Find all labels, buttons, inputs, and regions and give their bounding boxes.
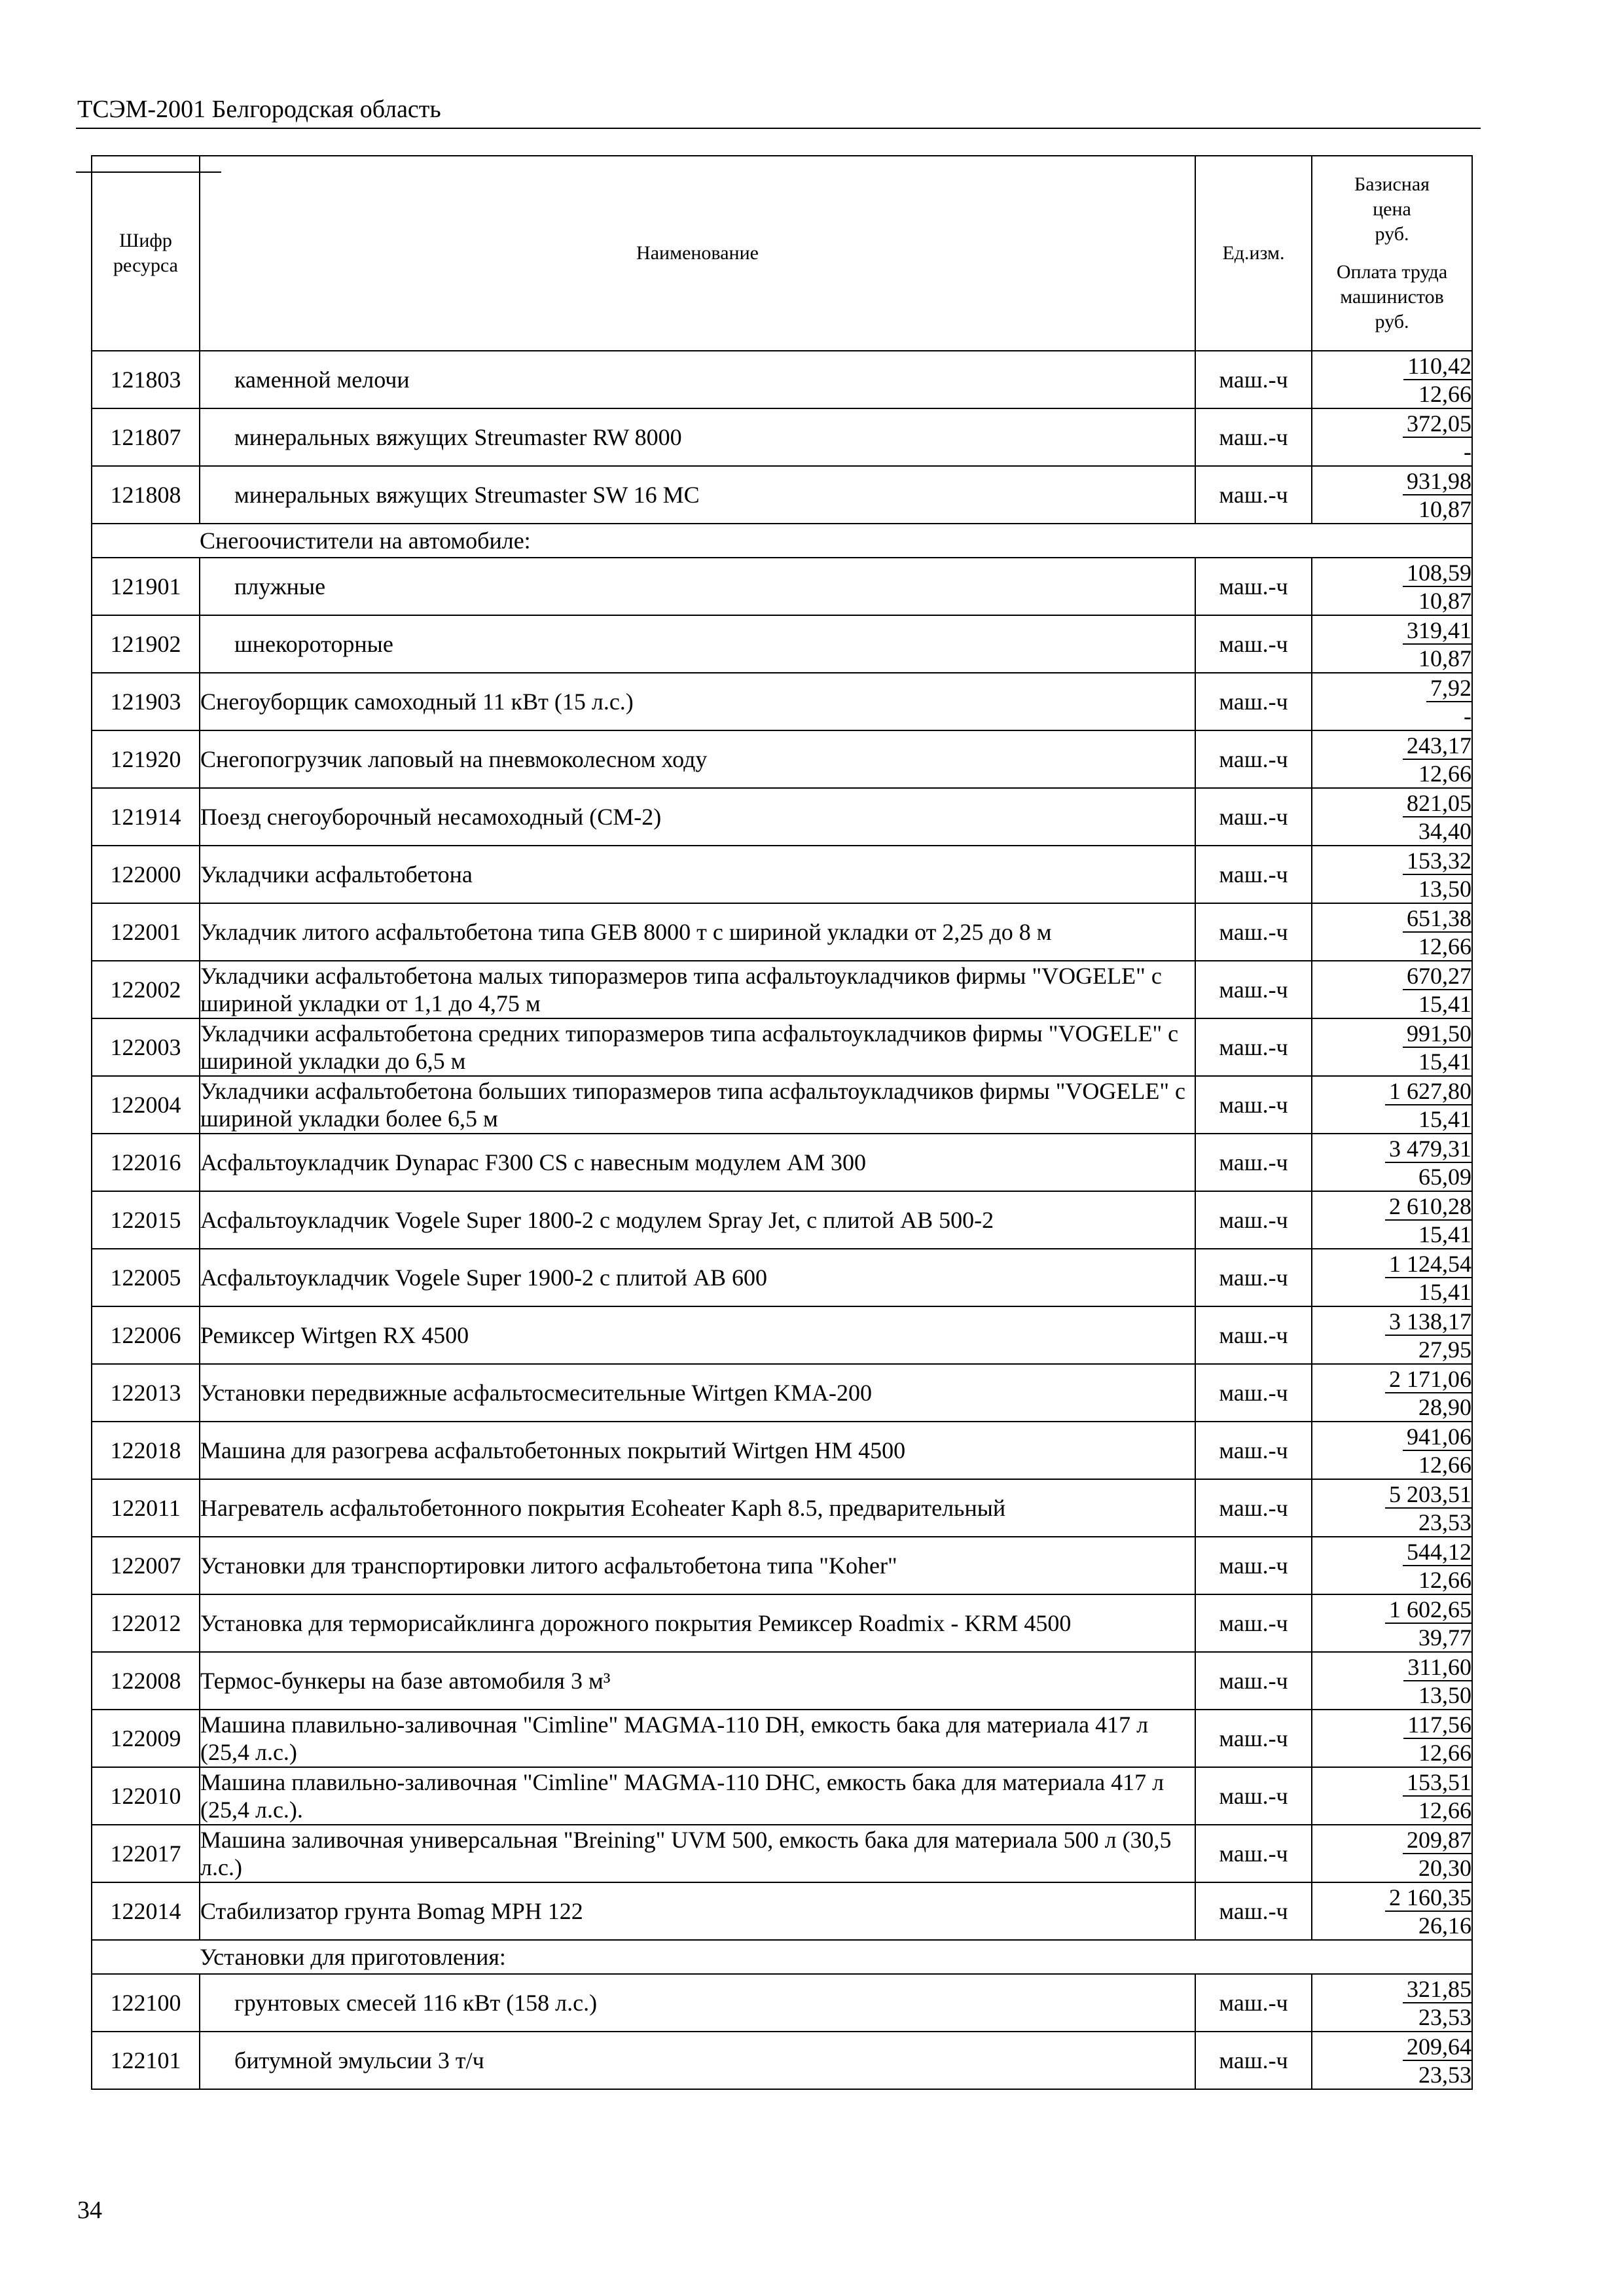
resource-name: Укладчик литого асфальтобетона типа GEB 8000 т с шириной укладки от 2,25 до 8 м [200, 903, 1195, 961]
table-row [92, 558, 1472, 615]
operator-wage: 26,16 [1418, 1912, 1471, 1939]
price-cell [1312, 466, 1472, 524]
price-cell [1312, 1364, 1472, 1422]
table-row [92, 615, 1472, 673]
resource-name: Асфальтоукладчик Vogele Super 1800-2 с модулем Spray Jet, с плитой AB 500-2 [200, 1191, 1195, 1249]
resource-name: минеральных вяжущих Streumaster RW 8000 [200, 408, 1195, 466]
resource-code: 121901 [92, 558, 200, 615]
table-row [92, 1076, 1472, 1134]
operator-wage: 12,66 [1418, 760, 1471, 787]
operator-wage: - [1464, 438, 1471, 465]
operator-wage: 15,41 [1418, 990, 1471, 1017]
resource-code: 122010 [92, 1767, 200, 1825]
table-row [92, 1018, 1472, 1076]
operator-wage: 20,30 [1418, 1854, 1471, 1881]
unit: маш.-ч [1195, 788, 1312, 846]
table-row [92, 1134, 1472, 1191]
unit: маш.-ч [1195, 1422, 1312, 1479]
resource-name: шнекороторные [200, 615, 1195, 673]
unit: маш.-ч [1195, 846, 1312, 903]
resource-name: Термос-бункеры на базе автомобиля 3 м³ [200, 1652, 1195, 1710]
col-header-price-gap [1312, 247, 1471, 260]
operator-wage: 12,66 [1418, 1566, 1471, 1593]
operator-wage: 10,87 [1418, 645, 1471, 672]
operator-wage: 12,66 [1418, 1797, 1471, 1823]
resource-name: Машина для разогрева асфальтобетонных покрытий Wirtgen HM 4500 [200, 1422, 1195, 1479]
table-row [92, 1364, 1472, 1422]
resource-name: Машина заливочная универсальная "Breining" UVM 500, емкость бака для материала 500 л (30,5 л.с.) [200, 1825, 1195, 1882]
col-header-price-line: руб. [1375, 311, 1409, 332]
table-body [92, 351, 1472, 2089]
price-cell [1312, 1825, 1472, 1882]
resource-name: Стабилизатор грунта Bomag MPH 122 [200, 1882, 1195, 1940]
price-cell [1312, 903, 1472, 961]
operator-wage: 34,40 [1418, 817, 1471, 844]
resource-name: Укладчики асфальтобетона средних типоразмеров типа асфальтоукладчиков фирмы "VOGELE" с шириной укладки до 6,5 м [200, 1018, 1195, 1076]
resource-name: каменной мелочи [200, 351, 1195, 408]
resource-code: 122014 [92, 1882, 200, 1940]
resource-name: Ремиксер Wirtgen RX 4500 [200, 1306, 1195, 1364]
price-cell [1312, 2032, 1472, 2089]
unit: маш.-ч [1195, 351, 1312, 408]
operator-wage: 12,66 [1418, 933, 1471, 960]
operator-wage: 28,90 [1418, 1393, 1471, 1420]
resource-code: 122015 [92, 1191, 200, 1249]
col-header-name: Наименование [200, 156, 1195, 351]
base-price: 321,85 [1403, 1976, 1471, 2003]
page-number: 34 [77, 2197, 102, 2224]
resource-code: 122016 [92, 1134, 200, 1191]
resource-name: грунтовых смесей 116 кВт (158 л.с.) [200, 1974, 1195, 2032]
col-header-price-line: руб. [1375, 223, 1409, 245]
resource-code: 122001 [92, 903, 200, 961]
price-cell [1312, 351, 1472, 408]
unit: маш.-ч [1195, 1537, 1312, 1594]
unit: маш.-ч [1195, 615, 1312, 673]
price-cell [1312, 846, 1472, 903]
table-row [92, 1767, 1472, 1825]
resource-name: Установка для терморисайклинга дорожного покрытия Ремиксер Roadmix - KRM 4500 [200, 1594, 1195, 1652]
resource-code: 122003 [92, 1018, 200, 1076]
unit: маш.-ч [1195, 408, 1312, 466]
table-row [92, 1974, 1472, 2032]
unit: маш.-ч [1195, 903, 1312, 961]
base-price: 110,42 [1403, 353, 1471, 380]
resource-name: Машина плавильно-заливочная "Cimline" MAGMA-110 DHC, емкость бака для материала 417 л (25,4 л.с.). [200, 1767, 1195, 1825]
price-cell [1312, 1594, 1472, 1652]
base-price: 1 602,65 [1385, 1596, 1471, 1624]
price-cell [1312, 1882, 1472, 1940]
resource-code: 121914 [92, 788, 200, 846]
base-price: 319,41 [1403, 617, 1471, 645]
operator-wage: 23,53 [1418, 2003, 1471, 2030]
table-row [92, 788, 1472, 846]
operator-wage: - [1464, 702, 1471, 729]
operator-wage: 15,41 [1418, 1221, 1471, 1247]
resource-code: 122011 [92, 1479, 200, 1537]
col-header-unit: Ед.изм. [1195, 156, 1312, 351]
base-price: 821,05 [1403, 790, 1471, 817]
base-price: 931,98 [1403, 468, 1471, 495]
unit: маш.-ч [1195, 1767, 1312, 1825]
price-cell [1312, 558, 1472, 615]
resource-code: 122100 [92, 1974, 200, 2032]
price-cell [1312, 1974, 1472, 2032]
resource-name: Асфальтоукладчик Dynapac F300 CS с навесным модулем AM 300 [200, 1134, 1195, 1191]
unit: маш.-ч [1195, 1364, 1312, 1422]
unit: маш.-ч [1195, 1594, 1312, 1652]
price-table [91, 155, 1473, 2090]
table-row [92, 1191, 1472, 1249]
resource-name: Установки для транспортировки литого асфальтобетона типа "Koher" [200, 1537, 1195, 1594]
unit: маш.-ч [1195, 1710, 1312, 1767]
resource-code: 121808 [92, 466, 200, 524]
base-price: 1 627,80 [1385, 1078, 1471, 1105]
price-cell [1312, 1479, 1472, 1537]
resource-name: Снегоуборщик самоходный 11 кВт (15 л.с.) [200, 673, 1195, 730]
unit: маш.-ч [1195, 1825, 1312, 1882]
resource-name: Машина плавильно-заливочная "Cimline" MAGMA-110 DH, емкость бака для материала 417 л (25,4 л.с.) [200, 1710, 1195, 1767]
unit: маш.-ч [1195, 1076, 1312, 1134]
resource-name: Поезд снегоуборочный несамоходный (СМ-2) [200, 788, 1195, 846]
resource-name: Установки передвижные асфальтосмесительные Wirtgen KMA-200 [200, 1364, 1195, 1422]
base-price: 117,56 [1403, 1712, 1471, 1739]
table-header-row [92, 156, 1472, 351]
table-row [92, 466, 1472, 524]
header-rule [76, 128, 1481, 129]
table-row [92, 351, 1472, 408]
price-cell [1312, 730, 1472, 788]
resource-code: 122009 [92, 1710, 200, 1767]
base-price: 544,12 [1403, 1539, 1471, 1566]
resource-code: 121920 [92, 730, 200, 788]
resource-code: 122018 [92, 1422, 200, 1479]
table-row [92, 2032, 1472, 2089]
price-cell [1312, 1710, 1472, 1767]
unit: маш.-ч [1195, 558, 1312, 615]
unit: маш.-ч [1195, 466, 1312, 524]
operator-wage: 10,87 [1418, 587, 1471, 614]
operator-wage: 23,53 [1418, 2061, 1471, 2088]
price-cell [1312, 1767, 1472, 1825]
unit: маш.-ч [1195, 1249, 1312, 1306]
table-row [92, 961, 1472, 1018]
resource-name: Укладчики асфальтобетона малых типоразмеров типа асфальтоукладчиков фирмы "VOGELE" с шириной укладки от 1,1 до 4,75 м [200, 961, 1195, 1018]
operator-wage: 12,66 [1418, 380, 1471, 407]
price-cell [1312, 1422, 1472, 1479]
price-cell [1312, 788, 1472, 846]
unit: маш.-ч [1195, 961, 1312, 1018]
price-cell [1312, 1134, 1472, 1191]
resource-code: 122000 [92, 846, 200, 903]
price-cell [1312, 1076, 1472, 1134]
section-row [92, 1940, 1472, 1974]
base-price: 5 203,51 [1385, 1481, 1471, 1509]
operator-wage: 15,41 [1418, 1105, 1471, 1132]
col-header-code-line: ресурса [113, 255, 178, 276]
table-row [92, 1479, 1472, 1537]
resource-code: 122005 [92, 1249, 200, 1306]
resource-name: минеральных вяжущих Streumaster SW 16 MC [200, 466, 1195, 524]
unit: маш.-ч [1195, 1134, 1312, 1191]
base-price: 670,27 [1403, 963, 1471, 990]
resource-name: битумной эмульсии 3 т/ч [200, 2032, 1195, 2089]
table-row [92, 1825, 1472, 1882]
price-cell [1312, 615, 1472, 673]
resource-code: 122006 [92, 1306, 200, 1364]
base-price: 209,64 [1403, 2034, 1471, 2061]
table-row [92, 1652, 1472, 1710]
operator-wage: 15,41 [1418, 1048, 1471, 1075]
col-header-price-line: Оплата труда [1336, 261, 1448, 283]
base-price: 3 138,17 [1385, 1308, 1471, 1336]
price-cell [1312, 961, 1472, 1018]
operator-wage: 23,53 [1418, 1509, 1471, 1535]
page-title: ТСЭМ-2001 Белгородская область [77, 96, 441, 123]
price-cell [1312, 673, 1472, 730]
unit: маш.-ч [1195, 1974, 1312, 2032]
unit: маш.-ч [1195, 1018, 1312, 1076]
resource-code: 121902 [92, 615, 200, 673]
resource-code: 121903 [92, 673, 200, 730]
unit: маш.-ч [1195, 1882, 1312, 1940]
resource-code: 122017 [92, 1825, 200, 1882]
section-title: Снегоочистители на автомобиле: [200, 524, 1472, 558]
base-price: 651,38 [1403, 905, 1471, 933]
operator-wage: 13,50 [1418, 1681, 1471, 1708]
base-price: 209,87 [1403, 1827, 1471, 1854]
operator-wage: 65,09 [1418, 1163, 1471, 1190]
base-price: 1 124,54 [1385, 1251, 1471, 1278]
price-cell [1312, 408, 1472, 466]
operator-wage: 39,77 [1418, 1624, 1471, 1651]
operator-wage: 10,87 [1418, 495, 1471, 522]
table-row [92, 903, 1472, 961]
table-row [92, 1594, 1472, 1652]
resource-name: Снегопогрузчик лаповый на пневмоколесном ходу [200, 730, 1195, 788]
section-blank-cell [92, 524, 200, 558]
resource-name: Укладчики асфальтобетона больших типоразмеров типа асфальтоукладчиков фирмы "VOGELE" с шириной укладки более 6,5 м [200, 1076, 1195, 1134]
base-price: 372,05 [1403, 410, 1471, 438]
price-cell [1312, 1306, 1472, 1364]
table-row [92, 846, 1472, 903]
base-price: 153,51 [1403, 1769, 1471, 1797]
price-cell [1312, 1249, 1472, 1306]
section-blank-cell [92, 1940, 200, 1974]
unit: маш.-ч [1195, 1652, 1312, 1710]
price-cell [1312, 1018, 1472, 1076]
table-row [92, 1882, 1472, 1940]
resource-code: 122004 [92, 1076, 200, 1134]
table-row [92, 408, 1472, 466]
base-price: 108,59 [1403, 560, 1471, 587]
base-price: 3 479,31 [1385, 1136, 1471, 1163]
resource-code: 122002 [92, 961, 200, 1018]
operator-wage: 13,50 [1418, 875, 1471, 902]
table-row [92, 1537, 1472, 1594]
col-header-price-line: Базисная [1354, 173, 1430, 195]
resource-name: Нагреватель асфальтобетонного покрытия Ecoheater Kaph 8.5, предварительный [200, 1479, 1195, 1537]
unit: маш.-ч [1195, 1479, 1312, 1537]
base-price: 311,60 [1403, 1654, 1471, 1681]
resource-code: 121803 [92, 351, 200, 408]
operator-wage: 15,41 [1418, 1278, 1471, 1305]
table-row [92, 730, 1472, 788]
resource-code: 122101 [92, 2032, 200, 2089]
col-header-price [1312, 156, 1472, 351]
col-header-price-line: машинистов [1340, 286, 1444, 308]
resource-code: 122008 [92, 1652, 200, 1710]
table-row [92, 1422, 1472, 1479]
base-price: 941,06 [1403, 1424, 1471, 1451]
resource-name: Асфальтоукладчик Vogele Super 1900-2 с плитой AB 600 [200, 1249, 1195, 1306]
price-cell [1312, 1652, 1472, 1710]
base-price: 2 171,06 [1385, 1366, 1471, 1393]
col-header-price-line: цена [1373, 198, 1411, 220]
resource-code: 122013 [92, 1364, 200, 1422]
section-row [92, 524, 1472, 558]
resource-code: 122007 [92, 1537, 200, 1594]
table-row [92, 1249, 1472, 1306]
table-row [92, 673, 1472, 730]
operator-wage: 12,66 [1418, 1739, 1471, 1766]
resource-name: плужные [200, 558, 1195, 615]
price-cell [1312, 1537, 1472, 1594]
price-cell [1312, 1191, 1472, 1249]
col-header-code-line: Шифр [119, 230, 172, 251]
unit: маш.-ч [1195, 730, 1312, 788]
unit: маш.-ч [1195, 1306, 1312, 1364]
base-price: 2 610,28 [1385, 1193, 1471, 1221]
unit: маш.-ч [1195, 673, 1312, 730]
col-header-code [92, 156, 200, 351]
base-price: 7,92 [1426, 675, 1471, 702]
base-price: 243,17 [1403, 732, 1471, 760]
base-price: 153,32 [1403, 848, 1471, 875]
operator-wage: 27,95 [1418, 1336, 1471, 1363]
resource-code: 121807 [92, 408, 200, 466]
table-row [92, 1306, 1472, 1364]
resource-code: 122012 [92, 1594, 200, 1652]
unit: маш.-ч [1195, 1191, 1312, 1249]
resource-name: Укладчики асфальтобетона [200, 846, 1195, 903]
unit: маш.-ч [1195, 2032, 1312, 2089]
section-title: Установки для приготовления: [200, 1940, 1472, 1974]
table-row [92, 1710, 1472, 1767]
operator-wage: 12,66 [1418, 1451, 1471, 1478]
base-price: 991,50 [1403, 1020, 1471, 1048]
base-price: 2 160,35 [1385, 1884, 1471, 1912]
